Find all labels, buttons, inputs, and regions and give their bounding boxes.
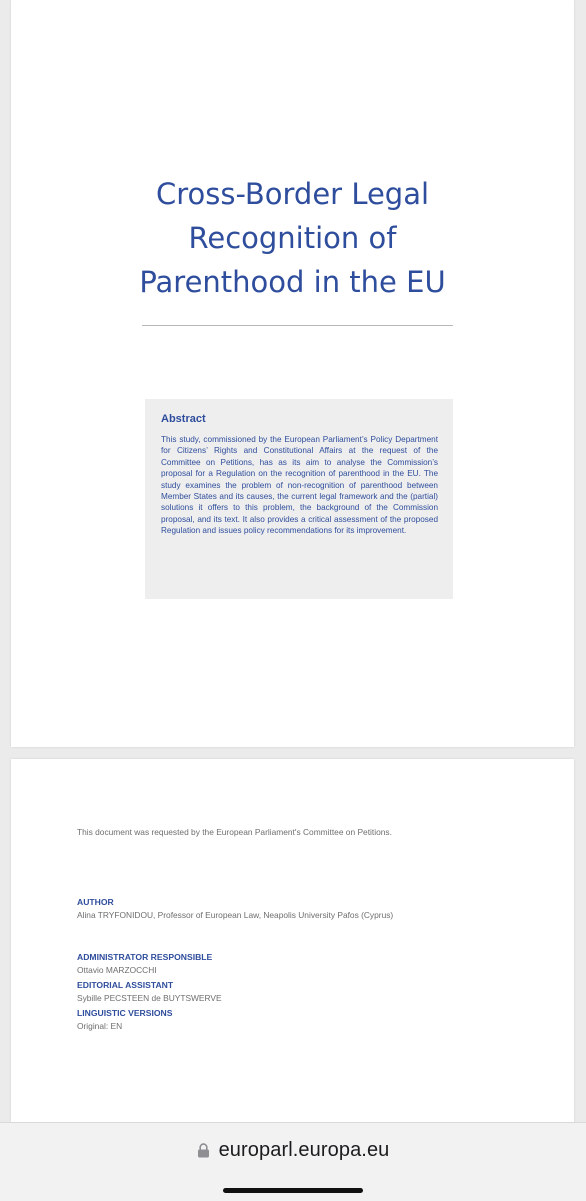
title-divider [142, 325, 453, 326]
credit-value: Original: EN [77, 1021, 123, 1031]
credit-value: Sybille PECSTEEN de BUYTSWERVE [77, 993, 222, 1003]
browser-address-bar [0, 1122, 586, 1201]
title-line-3: Parenthood in the EU [139, 265, 446, 299]
credit-author [77, 897, 393, 920]
request-note: This document was requested by the European Parliament's Committee on Petitions. [77, 827, 392, 837]
credit-administrator [77, 952, 212, 975]
title-line-2: Recognition of [188, 221, 397, 255]
credit-label: LINGUISTIC VERSIONS [77, 1008, 173, 1018]
home-indicator[interactable] [223, 1188, 363, 1193]
abstract-heading: Abstract [161, 413, 206, 425]
credit-linguistic-versions [77, 1008, 173, 1031]
credit-label: AUTHOR [77, 897, 114, 907]
lock-icon [197, 1143, 210, 1158]
imprint-page [11, 759, 574, 1159]
credit-label: ADMINISTRATOR RESPONSIBLE [77, 952, 213, 962]
credit-editorial-assistant [77, 980, 222, 1003]
url-text[interactable]: europarl.europa.eu [218, 1139, 390, 1161]
credit-value: Ottavio MARZOCCHI [77, 965, 157, 975]
credit-label: EDITORIAL ASSISTANT [77, 980, 174, 990]
abstract-box [145, 399, 453, 599]
title-line-1: Cross-Border Legal [155, 177, 430, 211]
abstract-text: This study, commissioned by the European Parliament’s Policy Department for Citizens’ Rights and Constitutional Affairs at the request of the Committee on Petitions, has as its aim to analyse the Commission’s proposal for a Regulation on the recognition of parenthood in the EU. The study examines the problem of non-recognition of parenthood between Member States and its causes, the current legal framework and the (partial) solutions it offers to this problem, the background of the Commission proposal, and its text. It also provides a critical assessment of the proposed Regulation and issues policy recommendations for its improvement. [161, 435, 438, 536]
credit-value: Alina TRYFONIDOU, Professor of European Law, Neapolis University Pafos (Cyprus) [77, 910, 394, 920]
cover-page [11, 0, 574, 747]
document-title [11, 172, 574, 304]
url-field[interactable] [0, 1139, 586, 1162]
